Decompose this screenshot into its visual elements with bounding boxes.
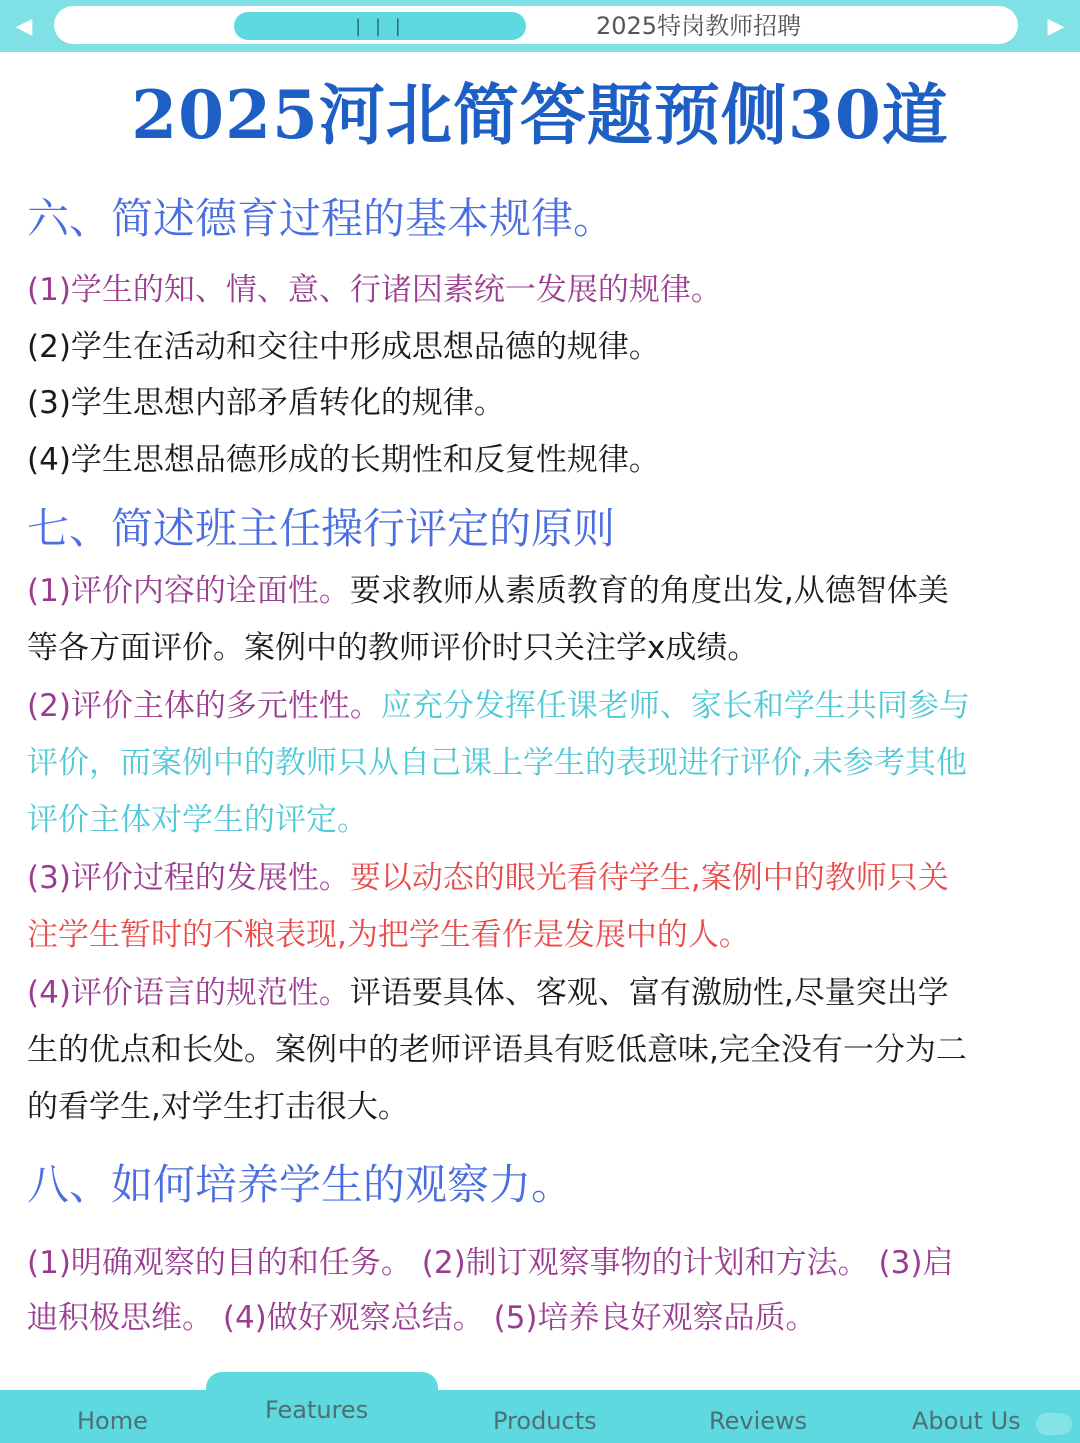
header-pill xyxy=(54,6,1018,44)
nav-home[interactable]: Home xyxy=(77,1407,148,1435)
section6-line-2: (2)学生在活动和交往中形成思想品德的规律。 xyxy=(27,329,660,365)
page-title: 2025河北简答题预侧30道 xyxy=(131,76,949,154)
section7-item-4-line-3: 的看学生,对学生打击很大。 xyxy=(27,1089,409,1125)
item-1-title: (1)评价内容的诠面性。 xyxy=(27,573,350,609)
nav-features[interactable]: Features xyxy=(265,1396,369,1424)
progress-label: | | | xyxy=(355,15,405,37)
prev-arrow-icon[interactable]: ◀ xyxy=(15,13,33,39)
section7-item-4-line-1 xyxy=(27,971,949,1015)
progress-indicator[interactable] xyxy=(234,12,526,40)
item-2-title: (2)评价主体的多元性性。 xyxy=(27,688,381,724)
section6-line-3: (3)学生思想内部矛盾转化的规律。 xyxy=(27,385,505,421)
section7-item-3-line-2: 注学生暂时的不粮表现,为把学生看作是发展中的人。 xyxy=(27,917,750,953)
item-4-text: 评语要具体、客观、富有激励性,尽量突出学 xyxy=(349,975,949,1011)
item-4-title: (4)评价语言的规范性。 xyxy=(27,975,350,1011)
section-heading-6: 六、简述德育过程的基本规律。 xyxy=(27,194,616,243)
nav-about-us[interactable]: About Us xyxy=(912,1407,1021,1435)
section7-item-2-line-3: 评价主体对学生的评定。 xyxy=(27,802,368,838)
section6-line-4: (4)学生思想品德形成的长期性和反复性规律。 xyxy=(27,442,660,478)
top-bar xyxy=(0,0,1080,52)
section8-line-2: 迪积极思维。 (4)做好观察总结。 (5)培养良好观察品质。 xyxy=(27,1300,817,1336)
item-1-text: 要求教师从素质教育的角度出发,从德智体美 xyxy=(349,573,949,609)
section7-item-1-line-2: 等各方面评价。案例中的教师评价时只关注学x成绩。 xyxy=(27,630,759,666)
section7-item-4-line-2: 生的优点和长处。案例中的老师评语具有贬低意味,完全没有一分为二 xyxy=(27,1032,967,1068)
section7-item-2-line-2: 评价，而案例中的教师只从自己课上学生的表现进行评价,未参考其他 xyxy=(27,745,967,781)
next-arrow-icon[interactable]: ▶ xyxy=(1047,13,1065,39)
toggle-icon[interactable] xyxy=(1036,1413,1072,1435)
item-2-text: 应充分发挥任课老师、家长和学生共同参与 xyxy=(380,688,970,724)
header-title: 2025特岗教师招聘 xyxy=(596,12,802,40)
section-heading-7: 七、简述班主任操行评定的原则 xyxy=(27,504,616,553)
nav-reviews[interactable]: Reviews xyxy=(709,1407,808,1435)
section7-item-2-line-1 xyxy=(27,684,970,728)
item-3-text: 要以动态的眼光看待学生,案例中的教师只关 xyxy=(349,860,949,896)
section6-line-1: (1)学生的知、情、意、行诸因素统一发展的规律。 xyxy=(27,272,722,308)
item-3-title: (3)评价过程的发展性。 xyxy=(27,860,350,896)
section-heading-8: 八、如何培养学生的观察力。 xyxy=(27,1160,574,1209)
section7-item-3-line-1 xyxy=(27,856,949,900)
section8-line-1: (1)明确观察的目的和任务。 (2)制订观察事物的计划和方法。 (3)启 xyxy=(27,1245,954,1281)
section7-item-1-line-1 xyxy=(27,569,949,613)
nav-products[interactable]: Products xyxy=(493,1407,597,1435)
